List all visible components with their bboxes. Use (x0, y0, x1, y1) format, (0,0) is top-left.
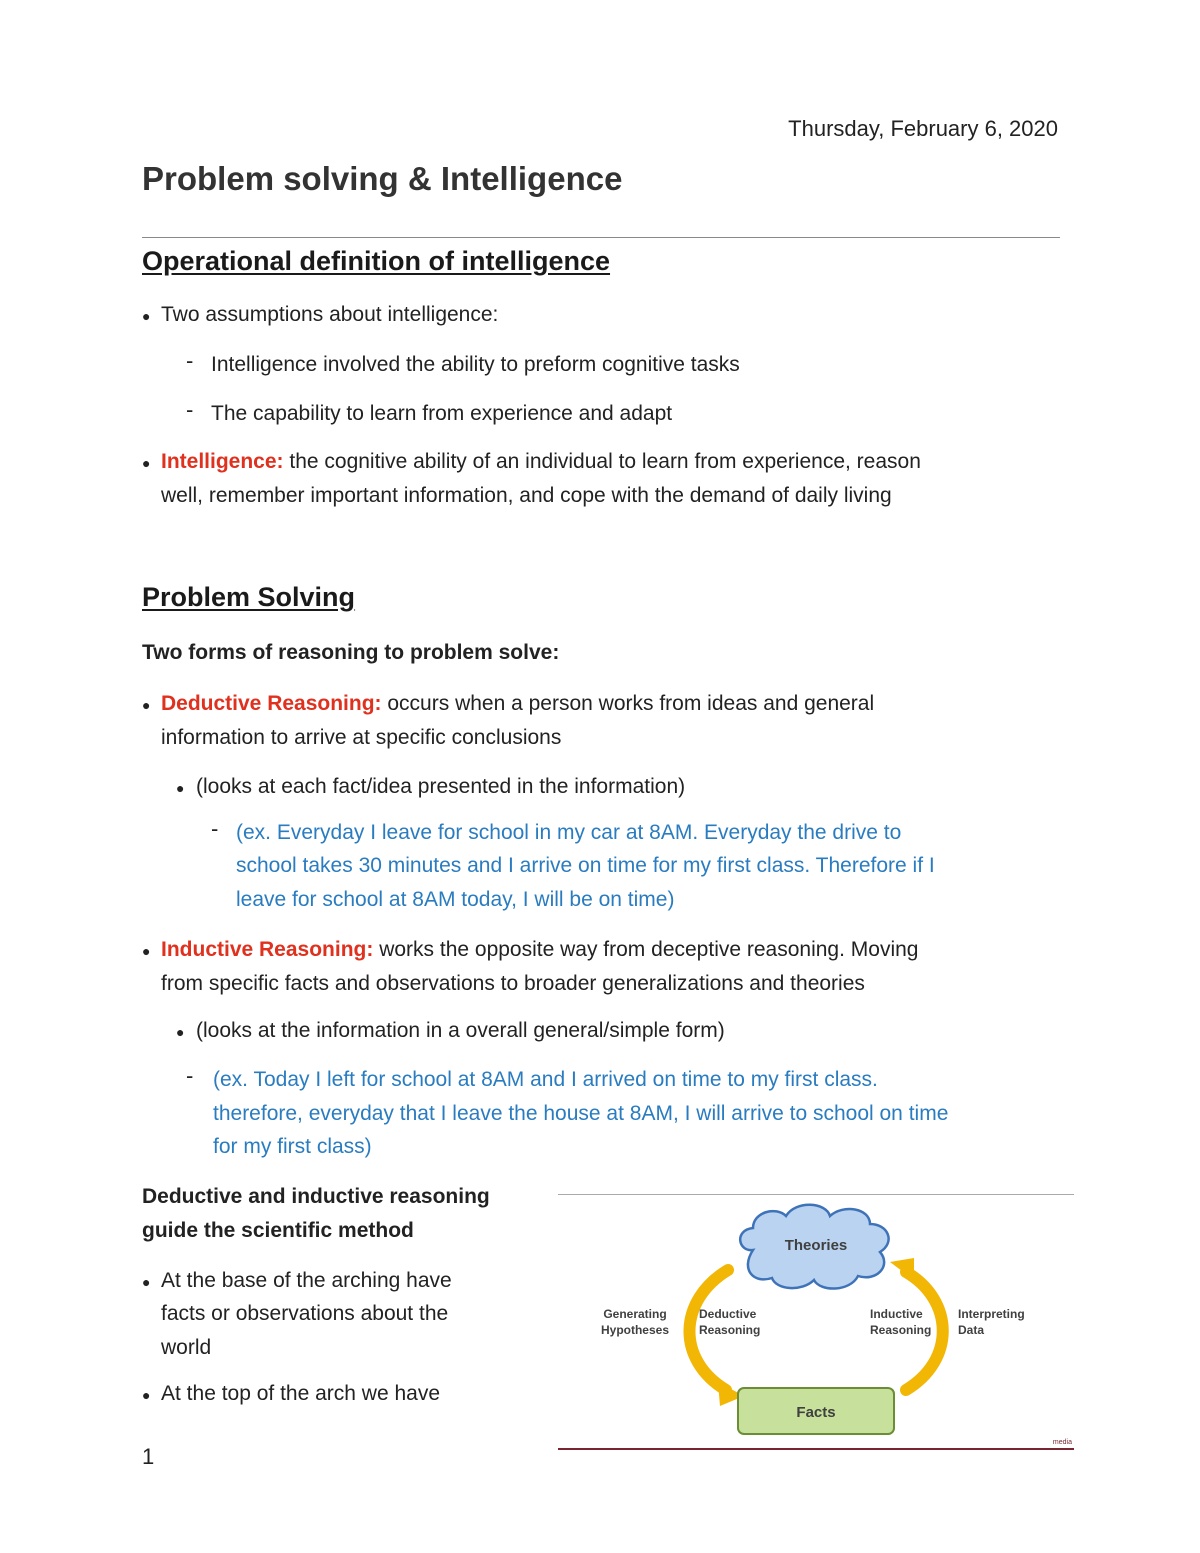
bullet-icon: ● (142, 455, 151, 471)
definition-line-2: well, remember important information, and cope with the demand of daily living (161, 484, 892, 507)
dash-icon: - (186, 1063, 194, 1088)
scientific-method-diagram (558, 1200, 1074, 1446)
facts-label: Facts (796, 1404, 836, 1421)
bullet-icon: ● (142, 308, 151, 324)
inductive-label-2: Reasoning (870, 1323, 932, 1337)
inductive-example-3: for my first class) (213, 1135, 372, 1158)
scientific-method-heading-2: guide the scientific method (142, 1219, 414, 1242)
section-heading-intelligence: Operational definition of intelligence (142, 246, 611, 276)
figure-bottom-rule (558, 1448, 1074, 1450)
theories-label: Theories (784, 1237, 848, 1254)
term-intelligence: Intelligence: (161, 450, 284, 473)
watermark-label: media (1052, 1439, 1072, 1446)
deductive-label-1: Deductive (699, 1307, 757, 1321)
assumption-2-text: The capability to learn from experience and adapt (211, 402, 673, 425)
generating-label-2: Hypotheses (600, 1323, 670, 1337)
interpreting-label-2: Data (958, 1323, 985, 1337)
deductive-example-2: school takes 30 minutes and I arrive on time for my first class. Therefore if I (236, 854, 935, 877)
inductive-text-1: works the opposite way from deceptive reasoning. Moving (373, 938, 919, 961)
deductive-line-2: information to arrive at specific conclusions (161, 726, 562, 749)
deductive-example-1: (ex. Everyday I leave for school in my car at 8AM. Everyday the drive to (236, 821, 902, 844)
bullet-icon: ● (142, 943, 151, 959)
title-divider (142, 237, 1060, 238)
arch-base-line-3: world (161, 1336, 212, 1359)
assumption-1-text: Intelligence involved the ability to preform cognitive tasks (211, 353, 740, 376)
definition-line-1 (161, 445, 921, 479)
generating-label-1: Generating (603, 1307, 667, 1321)
term-deductive: Deductive Reasoning: (161, 692, 382, 715)
interpreting-label-1: Interpreting (958, 1307, 1025, 1321)
arch-base-line-1: At the base of the arching have (161, 1269, 452, 1292)
deductive-text-1: occurs when a person works from ideas and general (381, 692, 875, 715)
deductive-note-text: (looks at each fact/idea presented in the information) (196, 775, 686, 798)
bullet-icon: ● (176, 780, 185, 796)
deductive-line-1 (161, 687, 874, 721)
inductive-note-text: (looks at the information in a overall general/simple form) (196, 1019, 725, 1042)
bullet-icon: ● (142, 1387, 151, 1403)
dash-icon: - (211, 816, 219, 841)
arch-base-line-2: facts or observations about the (161, 1302, 449, 1325)
inductive-arrowhead (890, 1258, 914, 1280)
bullet-icon: ● (142, 1274, 151, 1290)
date-line: Thursday, February 6, 2020 (788, 116, 1058, 141)
scientific-method-heading-1: Deductive and inductive reasoning (142, 1185, 490, 1208)
deductive-example-3: leave for school at 8AM today, I will be on time) (236, 888, 675, 911)
figure-top-rule (558, 1194, 1074, 1195)
assumptions-intro: Two assumptions about intelligence: (161, 303, 499, 326)
page-title: Problem solving & Intelligence (142, 160, 623, 197)
page-number: 1 (142, 1444, 155, 1469)
dash-icon: - (186, 348, 194, 373)
reasoning-subheading: Two forms of reasoning to problem solve: (142, 641, 560, 664)
bullet-icon: ● (142, 697, 151, 713)
definition-text-1: the cognitive ability of an individual to learn from experience, reason (283, 450, 921, 473)
inductive-example-2: therefore, everyday that I leave the house at 8AM, I will arrive to school on time (213, 1102, 949, 1125)
inductive-example-1: (ex. Today I left for school at 8AM and I arrived on time to my first class. (213, 1068, 878, 1091)
section-heading-problem-solving: Problem Solving (142, 582, 356, 612)
bullet-icon: ● (176, 1024, 185, 1040)
inductive-line-2: from specific facts and observations to broader generalizations and theories (161, 972, 865, 995)
arch-top-line-1: At the top of the arch we have (161, 1382, 441, 1405)
deductive-label-2: Reasoning (699, 1323, 761, 1337)
dash-icon: - (186, 397, 194, 422)
term-inductive: Inductive Reasoning: (161, 938, 374, 961)
inductive-label-1: Inductive (870, 1307, 923, 1321)
inductive-line-1 (161, 933, 918, 967)
